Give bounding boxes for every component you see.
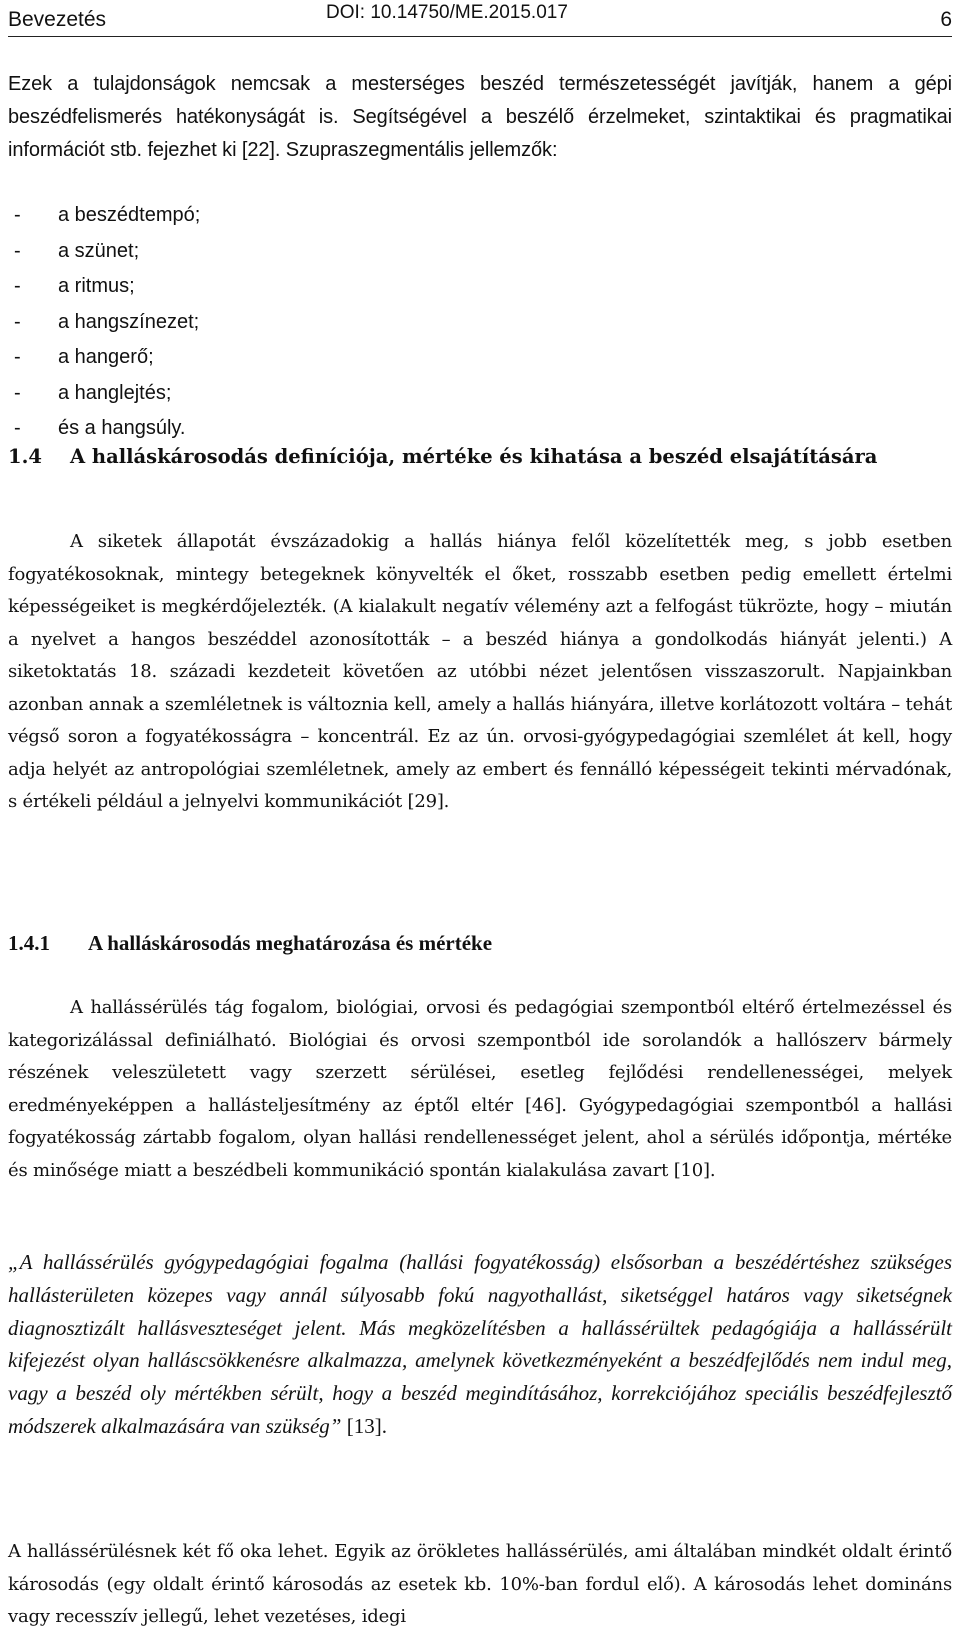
section-number: 1.4.1 (8, 931, 50, 955)
quote-reference: [13]. (346, 1413, 387, 1438)
section-1-4-paragraph: A siketek állapotát évszázadokig a hallás hiánya felől közelítették meg, s jobb esetben fogyatékosoknak, mintegy betegeknek könyvelték el őket, rosszabb esetben pedig emellett értelmi képességeiket is megkérdőjelezték. (A kialakult negatív vélemény azt a felfogást tükrözte, hogy – miután a nyelvet a hangos beszéddel azonosították – a beszéd hiánya a gondolkodás hiányát jelenti.) A siketoktatás 18. századi kezdeteit követően az utóbbi nézet jelentősen visszaszorult. Napjainkban azonban annak a szemléletnek is változnia kell, amely a hallás hiányára, illetve korlátozott voltára – tehát végső soron a fogyatékosságra – koncentrál. Ez az ún. orvosi-gyógypedagógiai szemlélet át kell, hogy adja helyét az antropológiai szemléletnek, amely az embert és fennálló képességeit tekinti mérvadónak, s értékeli például a jelnyelvi kommunikációt [29]. (8, 531, 952, 812)
header-doi: DOI: 10.14750/ME.2015.017 (326, 2, 568, 23)
header-section-title: Bevezetés (8, 8, 107, 31)
list-item: - a hanglejtés; (14, 381, 172, 404)
section-heading-1-4-1 (8, 928, 492, 958)
list-item: - a ritmus; (14, 275, 135, 297)
list-item: - a beszédtempó; (14, 204, 201, 226)
page-number: 6 (940, 8, 952, 31)
closing-paragraph: A hallássérülésnek két fő oka lehet. Egyik az örökletes hallássérülés, ami általában mindkét oldalt érintő károsodás (egy oldalt érintő károsodás az esetek kb. 10%-ban fordul elő). A károsodás lehet domináns vagy recesszív jellegű, lehet vezetéses, idegi (8, 1541, 952, 1627)
list-item: - a szünet; (14, 239, 140, 262)
quote-text: „A hallássérülés gyógypedagógiai fogalma (hallási fogyatékosság) elsősorban a beszédértéshez szükséges hallásterületen közepes vagy annál súlyosabb fokú nagyothallást, siketséggel határos vagy siketségnek diagnosztizált hallásveszteséget jelent. Más megközelítésben a hallássérültek pedagógiája a hallássérült kifejezést olyan halláscsökkenésre alkalmazza, amelynek következményeként a beszédfejlődés nem indul meg, vagy a beszéd oly mértékben sérült, hogy a beszéd megindításához, korrekciójához speciális beszédfejlesztő módszerek alkalmazására van szükség” (8, 1250, 952, 1438)
list-item: - a hangerő; (14, 346, 154, 368)
section-heading-1-4 (8, 440, 952, 473)
intro-paragraph: Ezek a tulajdonságok nemcsak a mesterséges beszéd természetességét javítják, hanem a gépi beszédfelismerés hatékonyságát is. Segítségével a beszélő érzelmeket, szintaktikai és pragmatikai információt stb. fejezhet ki [22]. Szupraszegmentális jellemzők: (8, 73, 952, 161)
list-item: - a hangszínezet; (14, 310, 200, 333)
section-number: 1.4 (8, 445, 42, 468)
definition-quote (8, 1246, 952, 1443)
running-header (8, 2, 952, 37)
section-title: A halláskárosodás meghatározása és mértéke (88, 931, 493, 955)
section-title: A halláskárosodás definíciója, mértéke és kihatása a beszéd elsajátítására (70, 445, 878, 468)
section-1-4-1-paragraph: A hallássérülés tág fogalom, biológiai, orvosi és pedagógiai szempontból eltérő értelmezéssel és kategorizálással definiálható. Biológiai és orvosi szempontból ide sorolandók a hallószerv bármely részének veleszületett vagy szerzett sérülései, esetleg fejlődési rendellenességei, melyek eredményeképpen a hallásteljesítmény az éptől eltér [46]. Gyógypedagógiai szempontból a hallási fogyatékosság zártabb fogalom, olyan hallási rendellenességet jelent, ahol a sérülés időpontja, mértéke és minősége miatt a beszédbeli kommunikáció spontán kialakulása zavart [10]. (8, 997, 952, 1181)
suprasegmental-features-list (8, 198, 200, 447)
list-item: - és a hangsúly. (14, 417, 186, 439)
